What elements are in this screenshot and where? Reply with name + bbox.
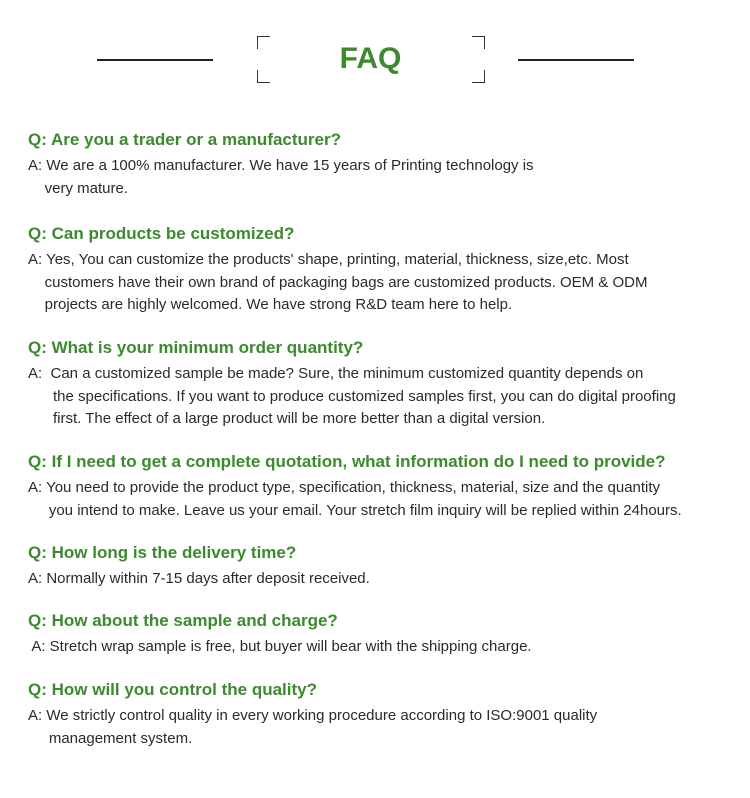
faq-answer: A: Can a customized sample be made? Sure, the minimum customized quantity depends on the specifications. If you want to produce customized samples first, you can do digital proofing first. The effect of a large product will be more better than a digital version. [28,365,676,427]
faq-question: Q: Can products be customized? [28,224,295,243]
faq-item-trader-or-manufacturer [28,129,740,200]
faq-answer: A: Stretch wrap sample is free, but buyer will bear with the shipping charge. [28,638,532,655]
faq-answer: A: We strictly control quality in every working procedure according to ISO:9001 quality management system. [28,707,598,747]
corner-bracket-bottom-right [472,70,485,83]
corner-bracket-top-right [472,36,485,49]
faq-answer: A: Normally within 7-15 days after deposit received. [28,570,370,587]
faq-question: Q: Are you a trader or a manufacturer? [28,130,342,149]
faq-question: Q: If I need to get a complete quotation, what information do I need to provide? [28,452,666,471]
divider-right [518,59,634,61]
faq-item-sample-charge [28,610,740,659]
divider-left [97,59,213,61]
faq-item-quality-control [28,679,740,750]
faq-item-minimum-order [28,337,740,431]
faq-answer: A: Yes, You can customize the products' shape, printing, material, thickness, size,etc. Most customers have their own brand of packaging bags are customized products. OEM & ODM projects are highly welcomed. We have strong R&D team here to help. [28,251,648,313]
faq-question: Q: How will you control the quality? [28,680,317,699]
faq-question: Q: How about the sample and charge? [28,611,338,630]
faq-answer: A: We are a 100% manufacturer. We have 15 years of Printing technology is very mature. [28,157,534,197]
faq-item-delivery-time [28,542,740,591]
faq-question: Q: What is your minimum order quantity? [28,338,364,357]
faq-item-quotation [28,451,740,522]
faq-item-customization [28,223,740,317]
page-title: FAQ [339,42,402,75]
faq-question: Q: How long is the delivery time? [28,543,297,562]
faq-answer: A: You need to provide the product type, specification, thickness, material, size and the quantity you intend to make. Leave us your email. Your stretch film inquiry will be replied within 24hours. [28,479,682,519]
